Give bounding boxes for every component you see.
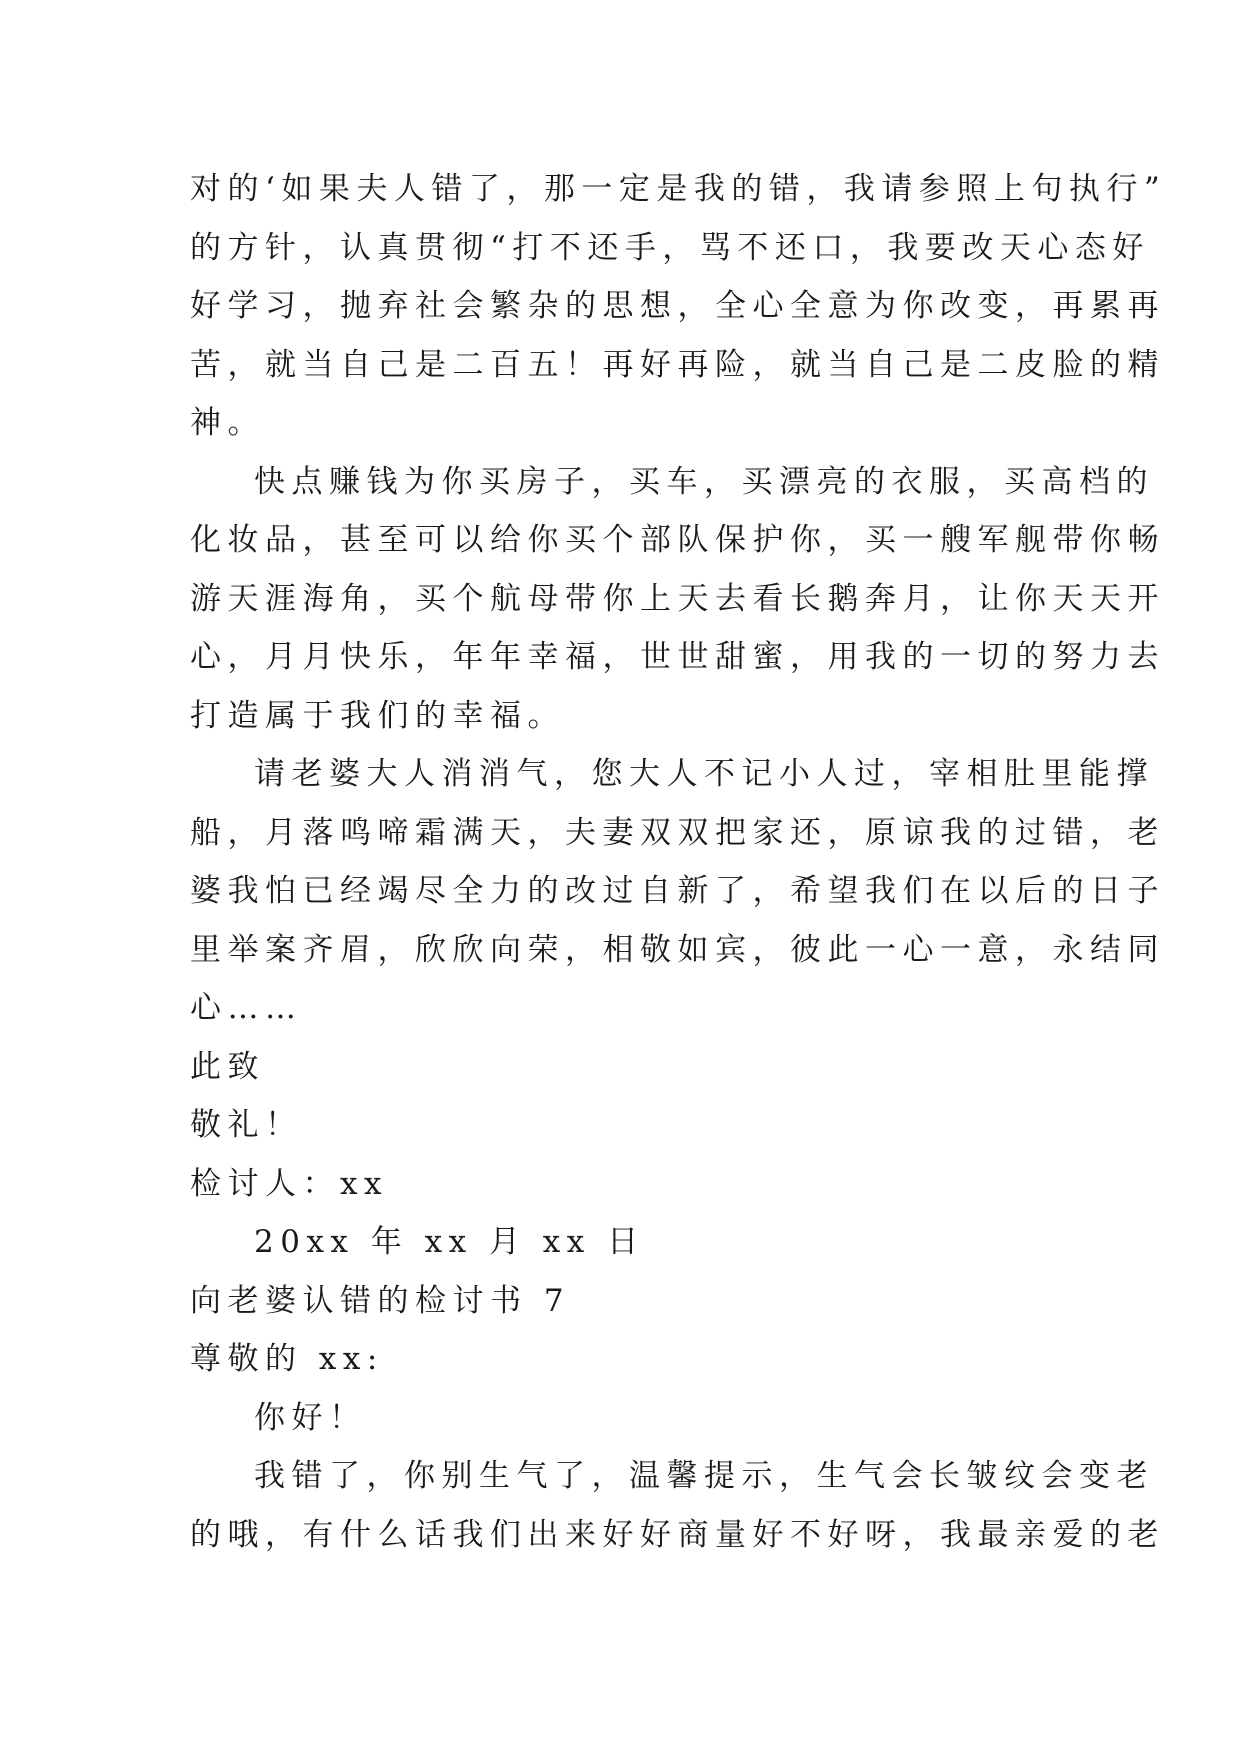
paragraph-first-line: 我错了，你别生气了，温馨提示，生气会长皱纹会变老 <box>254 1458 1154 1494</box>
closing-line: 此致 <box>190 1048 265 1085</box>
text-line: 苦，就当自己是二百五！再好再险，就当自己是二皮脸的精 <box>190 346 1165 383</box>
greeting-line: 你好！ <box>254 1399 367 1436</box>
text-line: 对的‘如果夫人错了，那一定是我的错，我请参照上句执行” <box>190 171 1167 207</box>
text-line: 船，月落鸣啼霜满天，夫妻双双把家还，原谅我的过错，老 <box>190 814 1165 851</box>
text-line: 打造属于我们的幸福。 <box>190 697 565 734</box>
text-line: 游天涯海角，买个航母带你上天去看长鹅奔月，让你天天开 <box>190 580 1165 617</box>
document-body <box>190 160 1167 1564</box>
signature-line: 检讨人：xx <box>190 1165 388 1202</box>
paragraph-first-line: 快点赚钱为你买房子，买车，买漂亮的衣服，买高档的 <box>254 463 1154 500</box>
section-title: 向老婆认错的检讨书 7 <box>190 1282 571 1319</box>
paragraph-first-line: 请老婆大人消消气，您大人不记小人过，宰相肚里能撑 <box>254 756 1154 792</box>
salutation-line: 敬礼！ <box>190 1107 303 1143</box>
text-line: 的哦，有什么话我们出来好好商量好不好呀，我最亲爱的老 <box>190 1516 1165 1553</box>
text-line: 心…… <box>190 990 303 1026</box>
text-line: 的方针，认真贯彻“打不还手，骂不还口，我要改天心态好 <box>190 229 1150 266</box>
text-line: 心，月月快乐，年年幸福，世世甜蜜，用我的一切的努力去 <box>190 639 1165 675</box>
greeting-line: 尊敬的 xx: <box>190 1341 384 1377</box>
text-line: 化妆品，甚至可以给你买个部队保护你，买一艘军舰带你畅 <box>190 522 1165 558</box>
text-line: 婆我怕已经竭尽全力的改过自新了，希望我们在以后的日子 <box>190 873 1165 909</box>
text-line: 神。 <box>190 405 265 441</box>
text-line: 好学习，抛弃社会繁杂的思想，全心全意为你改变，再累再 <box>190 288 1165 324</box>
date-line: 20xx 年 xx 月 xx 日 <box>254 1224 645 1260</box>
text-line: 里举案齐眉，欣欣向荣，相敬如宾，彼此一心一意，永结同 <box>190 931 1165 968</box>
